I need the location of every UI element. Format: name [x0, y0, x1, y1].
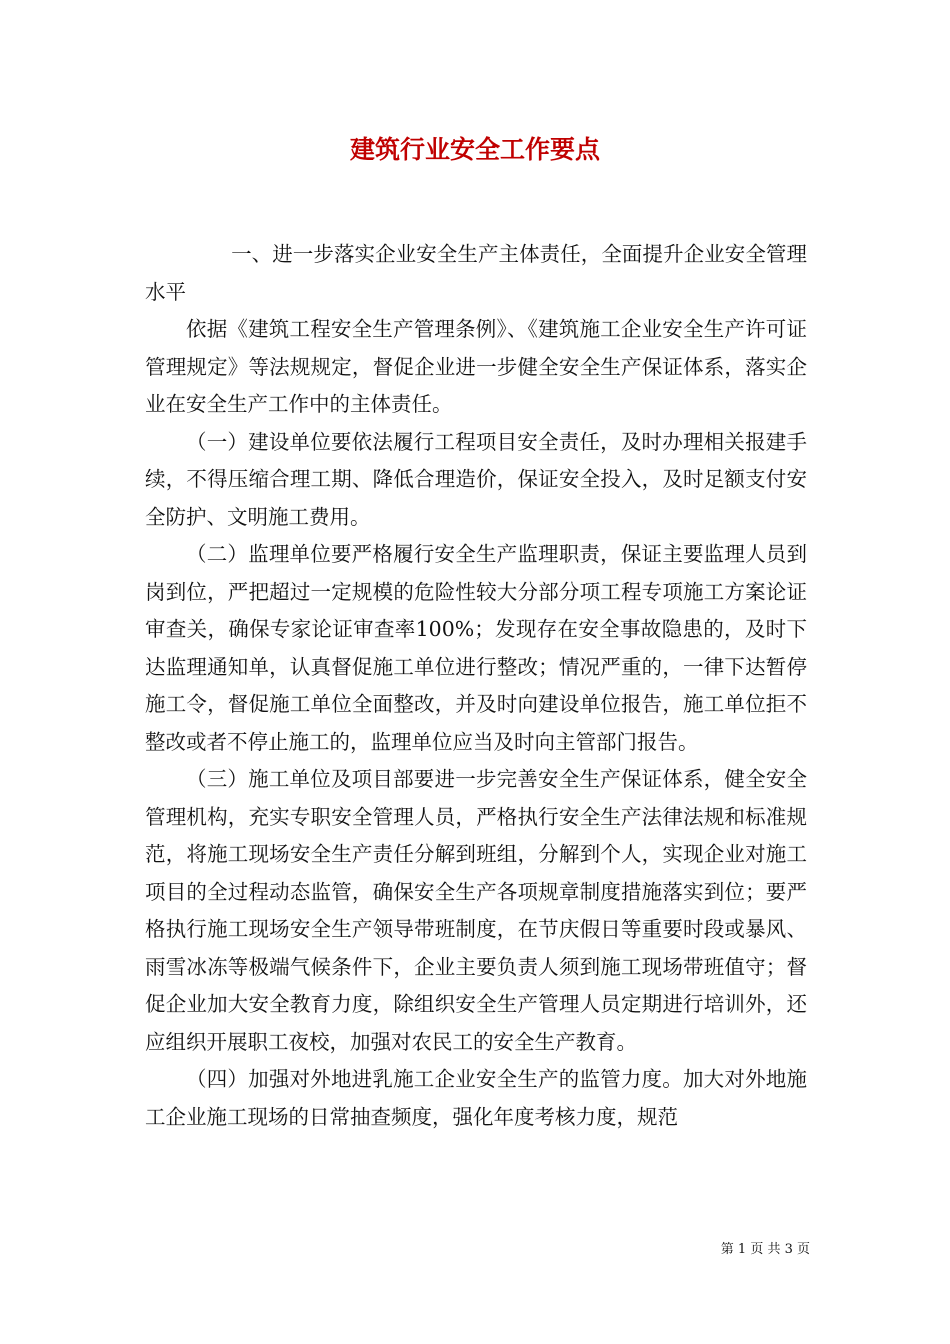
page-number: 第 1 页 共 3 页: [720, 1242, 810, 1257]
body-paragraph: 依据《建筑工程安全生产管理条例》、《建筑施工企业安全生产许可证管理规定》等法规规定，督促企业进一步健全安全生产保证体系，落实企业在安全生产工作中的主体责任。: [145, 317, 807, 416]
document-body: [145, 236, 807, 1136]
body-paragraph: （二）监理单位要严格履行安全生产监理职责，保证主要监理人员到岗到位，严把超过一定规模的危险性较大分部分项工程专项施工方案论证审查关，确保专家论证审查率100%；发现存在安全事故隐患的，及时下达监理通知单，认真督促施工单位进行整改；情况严重的，一律下达暂停施工令，督促施工单位全面整改，并及时向建设单位报告，施工单位拒不整改或者不停止施工的，监理单位应当及时向主管部门报告。: [145, 542, 807, 754]
section-heading: 一、进一步落实企业安全生产主体责任，全面提升企业安全管理水平: [145, 242, 807, 304]
body-paragraph: （四）加强对外地进乳施工企业安全生产的监管力度。加大对外地施工企业施工现场的日常抽查频度，强化年度考核力度，规范: [145, 1067, 807, 1129]
body-paragraph: （三）施工单位及项目部要进一步完善安全生产保证体系，健全安全管理机构，充实专职安全管理人员，严格执行安全生产法律法规和标准规范，将施工现场安全生产责任分解到班组，分解到个人，实现企业对施工项目的全过程动态监管，确保安全生产各项规章制度措施落实到位；要严格执行施工现场安全生产领导带班制度，在节庆假日等重要时段或暴风、雨雪冰冻等极端气候条件下，企业主要负责人须到施工现场带班值守；督促企业加大安全教育力度，除组织安全生产管理人员定期进行培训外，还应组织开展职工夜校，加强对农民工的安全生产教育。: [145, 767, 807, 1054]
body-paragraph: （一）建设单位要依法履行工程项目安全责任，及时办理相关报建手续，不得压缩合理工期、降低合理造价，保证安全投入，及时足额支付安全防护、文明施工费用。: [145, 429, 807, 529]
document-title: 建筑行业安全工作要点: [349, 135, 600, 164]
